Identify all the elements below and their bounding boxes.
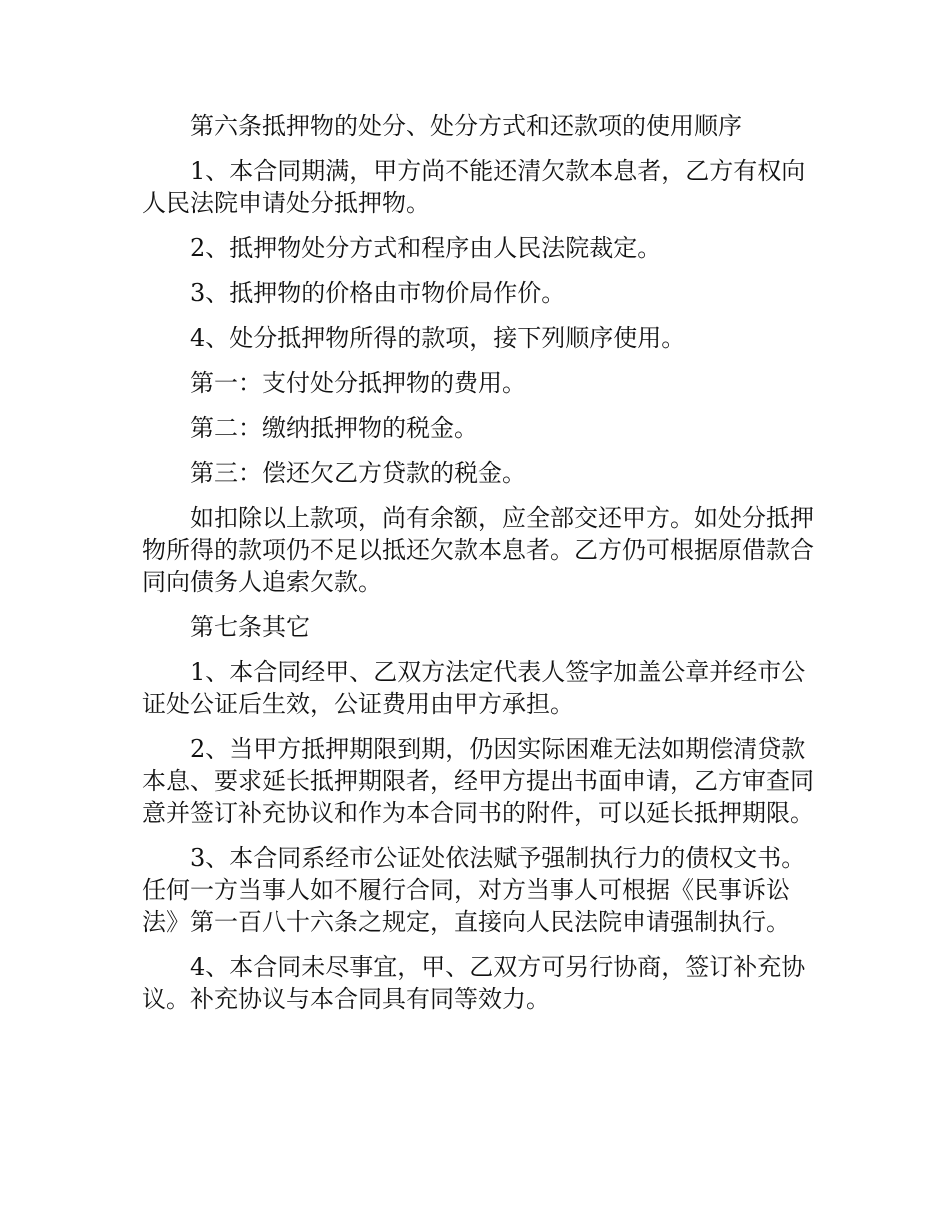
- article-6-clause-2: 2、抵押物处分方式和程序由人民法院裁定。: [190, 234, 662, 262]
- remaining-balance-paragraph: 如扣除以上款项，尚有余额，应全部交还甲方。如处分抵押物所得的款项仍不足以抵还欠款本息者。乙方仍可根据原借款合同向债务人追索欠款。: [142, 504, 814, 596]
- article-7-clause-1: 1、本合同经甲、乙双方法定代表人签字加盖公章并经市公证处公证后生效，公证费用由甲方承担。: [142, 658, 806, 718]
- article-7-clause-3: 3、本合同系经市公证处依法赋予强制执行力的债权文书。任何一方当事人如不履行合同，对方当事人可根据《民事诉讼法》第一百八十六条之规定，直接向人民法院申请强制执行。: [142, 844, 806, 936]
- article-7-heading: 第七条其它: [190, 613, 310, 641]
- article-6-clause-3: 3、抵押物的价格由市物价局作价。: [190, 279, 566, 307]
- order-second: 第二：缴纳抵押物的税金。: [190, 414, 478, 442]
- document-body: [142, 110, 822, 1028]
- article-6-clause-1: 1、本合同期满，甲方尚不能还清欠款本息者，乙方有权向人民法院申请处分抵押物。: [142, 157, 806, 217]
- article-7-clause-4: 4、本合同未尽事宜，甲、乙双方可另行协商，签订补充协议。补充协议与本合同具有同等效力。: [142, 953, 806, 1013]
- order-third: 第三：偿还欠乙方贷款的税金。: [190, 459, 526, 487]
- article-6-heading: 第六条抵押物的处分、处分方式和还款项的使用顺序: [190, 112, 742, 140]
- order-first: 第一：支付处分抵押物的费用。: [190, 369, 526, 397]
- article-7-clause-2: 2、当甲方抵押期限到期，仍因实际困难无法如期偿清贷款本息、要求延长抵押期限者，经甲方提出书面申请，乙方审查同意并签订补充协议和作为本合同书的附件，可以延长抵押期限。: [142, 735, 814, 827]
- article-6-clause-4: 4、处分抵押物所得的款项，接下列顺序使用。: [190, 324, 686, 352]
